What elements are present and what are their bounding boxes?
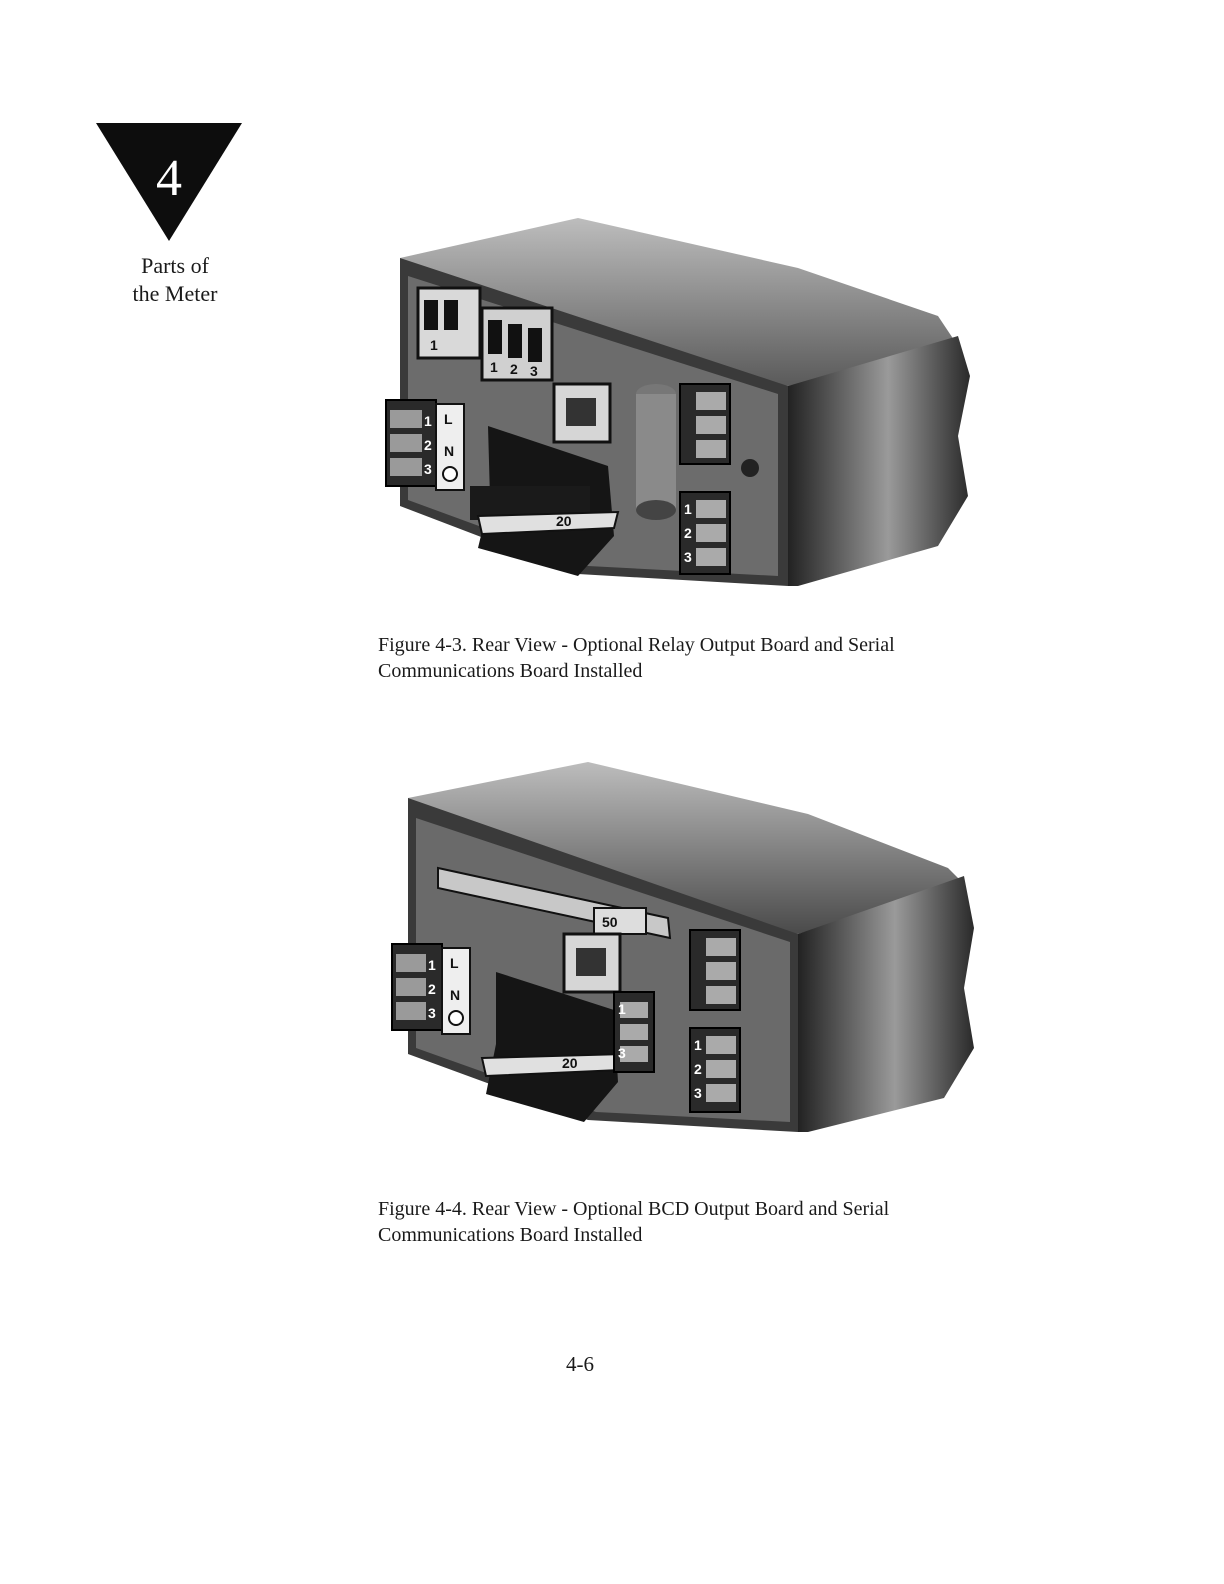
figure-4-3-caption-line1: Figure 4-3. Rear View - Optional Relay Output Board and Serial: [378, 634, 895, 656]
chapter-marker: [96, 123, 242, 241]
right-terminal-1-label: 1: [694, 1037, 702, 1053]
line-label: L: [444, 411, 453, 427]
relay-a-label: 1: [430, 337, 438, 353]
section-label-line2: the Meter: [132, 281, 218, 306]
left-terminal-1-label: 1: [424, 413, 432, 429]
left-terminal-2-label: 2: [424, 437, 432, 453]
relay-b1-label: 1: [490, 359, 498, 375]
left-terminal-3-label: 3: [424, 461, 432, 477]
figure-4-4-caption-line1: Figure 4-4. Rear View - Optional BCD Output Board and Serial: [378, 1198, 890, 1220]
right-terminal-3-label: 3: [694, 1085, 702, 1101]
meter-rear-view-bcd-image: [378, 758, 978, 1134]
middle-terminal-3-label: 3: [618, 1045, 626, 1061]
right-terminal-2-label: 2: [694, 1061, 702, 1077]
figure-4-4-caption: [378, 1196, 978, 1248]
line-label: L: [450, 955, 459, 971]
meter-rear-view-relay-image: [378, 216, 978, 588]
relay-b2-label: 2: [510, 361, 518, 377]
middle-terminal-1-label: 1: [618, 1001, 626, 1017]
page-number: 4-6: [566, 1352, 594, 1376]
neutral-label: N: [450, 987, 461, 1003]
connector-20-label: 20: [556, 513, 572, 529]
section-label: [110, 252, 240, 308]
figure-4-4-caption-line2: Communications Board Installed: [378, 1224, 643, 1246]
right-terminal-1-label: 1: [684, 501, 692, 517]
right-terminal-2-label: 2: [684, 525, 692, 541]
section-label-line1: Parts of: [141, 253, 209, 278]
chapter-number: 4: [156, 150, 182, 207]
neutral-label: N: [444, 443, 455, 459]
figure-4-3-caption-line2: Communications Board Installed: [378, 660, 643, 682]
figure-4-3-caption: [378, 632, 978, 684]
left-terminal-2-label: 2: [428, 981, 436, 997]
bcd-connector-label: 50: [602, 914, 618, 930]
left-terminal-1-label: 1: [428, 957, 436, 973]
connector-20-label: 20: [562, 1055, 578, 1071]
left-terminal-3-label: 3: [428, 1005, 436, 1021]
figure-4-3-illustration: [378, 216, 978, 588]
relay-b3-label: 3: [530, 363, 538, 379]
figure-4-4-illustration: [378, 758, 978, 1134]
right-terminal-3-label: 3: [684, 549, 692, 565]
